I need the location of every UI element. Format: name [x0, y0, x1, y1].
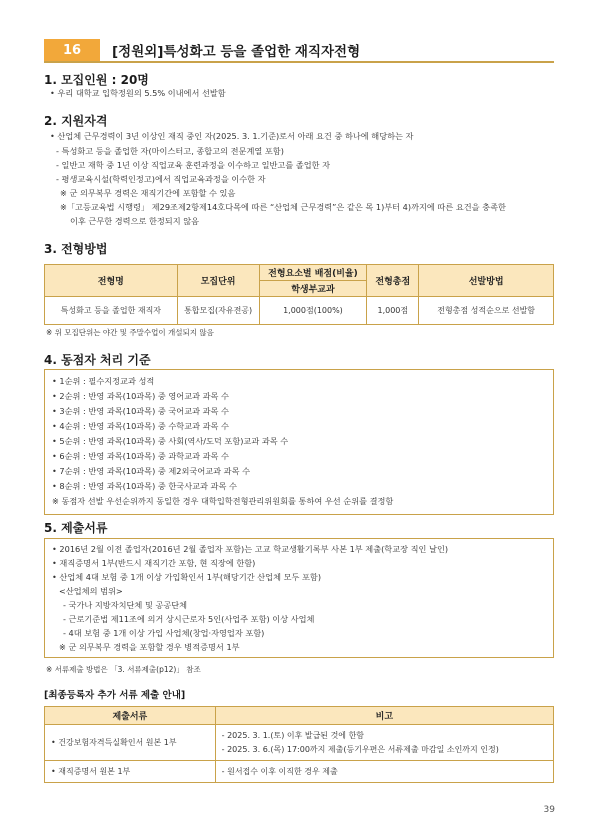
th-method: 선발방법	[419, 265, 554, 297]
th-total: 전형총점	[367, 265, 419, 297]
th-subject: 학생부교과	[259, 281, 367, 297]
th-name: 전형명	[45, 265, 178, 297]
td-notes	[215, 761, 553, 783]
tiebreak-line: • 2순위 : 반영 과목(10과목) 중 영어교과 과목 수	[52, 391, 229, 401]
page-title: [정원외]특성화고 등을 졸업한 재직자전형	[112, 44, 361, 60]
s2-line: ※ 군 의무복무 경력은 재직기간에 포함할 수 있음	[60, 188, 236, 198]
td-doc: • 건강보험자격득실확인서 원본 1부	[45, 725, 216, 761]
note-line: - 2025. 3. 1.(토) 이후 발급된 것에 한함	[221, 730, 365, 740]
section-title-row	[44, 39, 554, 63]
page-number: 39	[543, 805, 555, 815]
th-score-weight: 전형요소별 배점(비율)	[259, 265, 367, 281]
s2-line: • 산업체 근무경력이 3년 이상인 재직 중인 자(2025. 3. 1.기준)로서 아래 요건 중 하나에 해당하는 자	[50, 131, 414, 141]
td-unit: 통합모집(자유전공)	[177, 297, 259, 325]
s5-note: ※ 서류제출 방법은 「3. 서류제출(p12)」 참조	[46, 665, 201, 674]
td-method: 전형총점 성적순으로 선발함	[419, 297, 554, 325]
documents-box	[44, 538, 554, 658]
s3-note: ※ 위 모집단위는 야간 및 주말수업이 개설되지 않음	[46, 328, 214, 337]
docs-line: - 4대 보험 중 1개 이상 가입 사업체(창업·자영업자 포함)	[63, 628, 265, 638]
docs-line: - 국가나 지방자치단체 및 공공단체	[63, 600, 188, 610]
s2-line: - 평생교육시설(학력인정고)에서 직업교육과정을 이수한 자	[56, 174, 266, 184]
s1-title: 1. 모집인원 : 20명	[44, 73, 149, 87]
tiebreak-line: • 4순위 : 반영 과목(10과목) 중 수학교과 과목 수	[52, 421, 229, 431]
s2-title: 2. 지원자격	[44, 114, 108, 128]
tiebreak-line: • 3순위 : 반영 과목(10과목) 중 국어교과 과목 수	[52, 406, 229, 416]
s2-line: - 일반고 재학 중 1년 이상 직업교육 훈련과정을 이수하고 일반고를 졸업한 자	[56, 160, 331, 170]
tiebreak-line: • 5순위 : 반영 과목(10과목) 중 사회(역사/도덕 포함)교과 과목 수	[52, 436, 289, 446]
s5-title: 5. 제출서류	[44, 521, 108, 535]
docs-line: • 2016년 2월 이전 졸업자(2016년 2월 졸업자 포함)는 고교 학교생활기록부 사본 1부 제출(학교장 직인 날인)	[52, 544, 449, 554]
tiebreak-box	[44, 369, 554, 515]
tiebreak-line: ※ 동점자 선발 우선순위까지 동일한 경우 대학입학전형관리위원회를 통하여 우선 순위를 결정함	[52, 496, 394, 506]
s2-line: ※「고등교육법 시행령」 제29조제2항제14호다목에 따른 “산업체 근무경력”은 같은 목 1)부터 4)까지에 따른 요건을 충족한	[60, 202, 506, 212]
note-line: - 원서접수 이후 이직한 경우 제출	[221, 767, 338, 776]
td-name: 특성화고 등을 졸업한 재직자	[45, 297, 178, 325]
td-total: 1,000점	[367, 297, 419, 325]
tiebreak-line: • 6순위 : 반영 과목(10과목) 중 과학교과 과목 수	[52, 451, 229, 461]
s1-line: • 우리 대학교 입학정원의 5.5% 이내에서 선발함	[50, 88, 226, 98]
docs-line: <산업체의 범위>	[59, 586, 123, 596]
additional-docs-table	[44, 706, 554, 783]
docs-line: • 산업체 4대 보험 중 1개 이상 가입확인서 1부(해당기간 산업체 모두 포함)	[52, 572, 322, 582]
th-note: 비고	[215, 707, 553, 725]
s6-title: [최종등록자 추가 서류 제출 안내]	[44, 690, 186, 701]
note-line: - 2025. 3. 6.(목) 17:00까지 제출(등기우편은 서류제출 마감일 소인까지 인정)	[221, 744, 499, 754]
th-doc: 제출서류	[45, 707, 216, 725]
section-number-badge: 16	[44, 39, 100, 61]
td-doc: • 재직증명서 원본 1부	[45, 761, 216, 783]
docs-line: - 근로기준법 제11조에 의거 상시근로자 5인(사업주 포함) 이상 사업체	[63, 614, 315, 624]
td-notes	[215, 725, 553, 761]
docs-line: ※ 군 의무복무 경력을 포함할 경우 병적증명서 1부	[59, 642, 240, 652]
s2-line: - 특성화고 등을 졸업한 자(마이스터고, 종합고의 전문계열 포함)	[56, 146, 284, 156]
td-score: 1,000점(100%)	[259, 297, 367, 325]
selection-method-table	[44, 264, 554, 325]
th-unit: 모집단위	[177, 265, 259, 297]
tiebreak-line: • 7순위 : 반영 과목(10과목) 중 제2외국어교과 과목 수	[52, 466, 250, 476]
s2-line: 이후 근무한 경력으로 한정되지 않음	[70, 216, 200, 226]
docs-line: • 재직증명서 1부(반드시 재직기간 포함, 현 직장에 한함)	[52, 558, 256, 568]
s3-title: 3. 전형방법	[44, 242, 108, 256]
tiebreak-line: • 1순위 : 필수지정교과 성적	[52, 376, 155, 386]
s4-title: 4. 동점자 처리 기준	[44, 353, 151, 367]
tiebreak-line: • 8순위 : 반영 과목(10과목) 중 한국사교과 과목 수	[52, 481, 237, 491]
